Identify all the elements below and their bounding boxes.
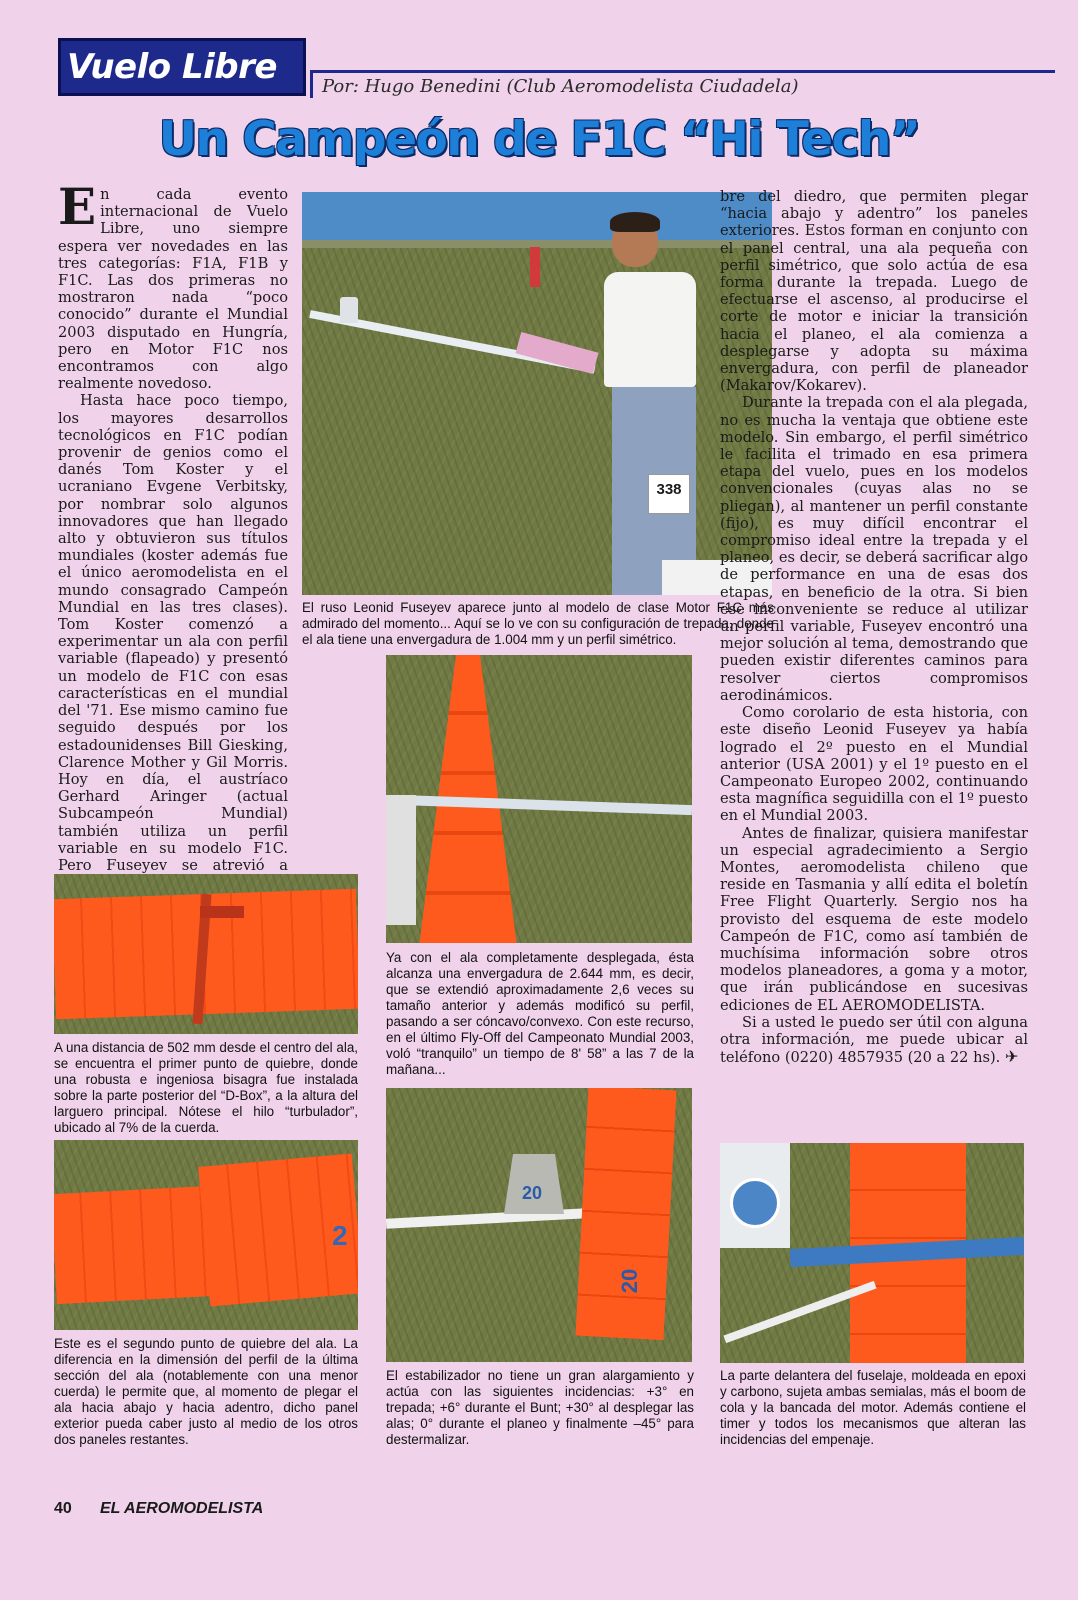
drop-cap: E	[58, 177, 97, 236]
deployed-wing-photo	[386, 655, 692, 943]
caption-stabilizer: El estabilizador no tiene un gran alargamiento y actúa con las siguientes incidencias: +3° en trepada; +6° durante el Bunt; +30° al desplegar las alas; 0° durante el planeo y finalmente –45° para destermalizar.	[386, 1368, 694, 1447]
col3-paragraph-5: Si a usted le puedo ser útil con alguna otra información, me puede ubicar al teléfono (0220) 4857935 (20 a 22 hs). ✈	[720, 1013, 1028, 1067]
byline: Por: Hugo Benedini (Club Aeromodelista Ciudadela)	[322, 76, 799, 97]
caption-hinge-2: Este es el segundo punto de quiebre del ala. La diferencia en la dimensión del perfil de la última sección del ala (notablemente con una menor cuerda) le permite que, al momento de plegar el ala hacia abajo y hacia adentro, dicho panel exterior pueda caber justo al medio de los otros dos paneles restantes.	[54, 1336, 358, 1447]
col3-paragraph-2: Durante la trepada con el ala plegada, no es mucha la ventaja que obtiene este modelo. Sin embargo, el perfil simétrico le facilita el trimado en esa primera etapa del vuelo, pues en los modelos convencionales (cuyas alas no se pliegan), al mantener un perfil constante (fijo), es muy difícil encontrar el compromiso ideal entre la trepada y el planeo, es decir, se deberá sacrificar algo de performance en una de esas dos etapas, en beneficio de la otra. Si bien ese inconveniente se reduce al utilizar un perfil variable, Fuseyev encontró una mejor solución al tema, demostrando que pueden existir diferentes caminos para resolver ciertos compromisos aerodinámicos.	[720, 394, 1028, 704]
caption-hinge-1: A una distancia de 502 mm desde el centro del ala, se encuentra el primer punto de quiebre, donde una robusta e ingeniosa bisagra fue instalada sobre la parte posterior del “D-Box”, a la altura del larguero principal. Nótese el hilo “turbulador”, ubicado al 7% de la cuerda.	[54, 1040, 358, 1135]
fuselage-photo	[720, 1143, 1024, 1363]
stabilizer-number-label: 20	[617, 1268, 643, 1294]
page-number: 40	[54, 1500, 72, 1517]
hinge-photo-1	[54, 874, 358, 1034]
section-tag: Vuelo Libre	[58, 38, 306, 96]
caption-deployed-wing: Ya con el ala completamente desplegada, ésta alcanza una envergadura de 2.644 mm, es decir, que se extendió aproximadamente 2,6 veces su tamaño anterior y además modificó su perfil, pasando a ser cóncavo/convexo. Con este recurso, en el último Fly-Off del Campeonato Mundial 2003, voló “tranquilo” un tiempo de 8' 58” a las 7 de la mañana...	[386, 950, 694, 1077]
tail-number-label: 20	[522, 1183, 543, 1203]
airplane-end-icon: ✈	[1004, 1047, 1019, 1067]
hinge-photo-2: 2	[54, 1140, 358, 1330]
col3-paragraph-4: Antes de finalizar, quisiera manifestar un especial agradecimiento a Sergio Montes, aeromodelista chileno que reside en Tasmania y allí edita el boletín Free Flight Quarterly. Sergio nos ha provisto del esquema de este modelo Campeón de F1C, como así también de muchísima información sobre otros modelos planeadores, a goma y a motor, que irán publicándose en sucesivas ediciones de EL AEROMODELISTA.	[720, 824, 1028, 1014]
header-rule	[310, 70, 1055, 73]
main-photo	[302, 192, 772, 595]
col3-paragraph-3: Como corolario de esta historia, con este diseño Leonid Fuseyev ya había logrado el 2º puesto en el Mundial anterior (USA 2001) y el 1º puesto en el Campeonato Europeo 2002, continuando esta magnífica seguidilla con el 1º puesto en el Mundial 2003.	[720, 704, 1028, 825]
paragraph-1-text: n cada evento internacional de Vuelo Libre, uno siempre espera ver novedades en las tres categorías: F1A, F1B y F1C. Las dos primeras no mostraron nada “poco conocido” durante el Mundial 2003 disputado en Hungría, pero en Motor F1C nos encontramos con algo realmente novedoso.	[58, 186, 288, 393]
header-rule-vertical	[310, 70, 313, 98]
article-column-3	[720, 188, 1028, 1066]
caption-fuselage: La parte delantera del fuselaje, moldeada en epoxi y carbono, sujeta ambas semialas, más el boom de cola y la bancada del motor. Además contiene el timer y todos los mecanismos que alteran las incidencias del empenaje.	[720, 1368, 1026, 1447]
stabilizer-photo	[386, 1088, 692, 1362]
article-title: Un Campeón de F1C “Hi Tech”	[158, 112, 920, 167]
magazine-name: EL AEROMODELISTA	[100, 1500, 264, 1517]
paragraph-1	[58, 177, 288, 393]
col3-paragraph-1: bre del diedro, que permiten plegar “hacia abajo y adentro” los paneles exteriores. Estos forman en conjunto con el panel central, una ala pequeña con perfil simétrico, que solo actúa de esa forma durante la trepada. Luego de efectuarse el ascenso, al producirse el corte de motor e iniciar la transición hacia el planeo, el ala comienza a desplegarse y adopta su máxima envergadura, con perfil de planeador (Makarov/Kokarev).	[720, 188, 1028, 395]
caption-main-photo: El ruso Leonid Fuseyev aparece junto al modelo de clase Motor F1C más admirado del momento... Aquí se lo ve con su configuración de trepada, donde el ala tiene una envergadura de 1.004 mm y un perfil simétrico.	[302, 600, 774, 647]
bib-number: 338	[648, 474, 690, 514]
paragraph-2: Hasta hace poco tiempo, los mayores desarrollos tecnológicos en F1C podían provenir de genios como el danés Tom Koster y el ucraniano Evgene Verbitsky, por nombrar solo algunos innovadores que han llegado alto y obtuvieron sus títulos mundiales (koster además fue el único aeromodelista en el mundo consagrado Campeón Mundial en las tres clases). Tom Koster comenzó a experimentar un ala con perfil variable (flapeado) y presentó un modelo de F1C con esas características en el mundial del '71. Ese mismo camino fue seguido después por los estadounidenses Bill Giesking, Clarence Mother y Gil Morris. Hoy en día, el austríaco Gerhard Aringer (actual Subcampeón Mundial) también utiliza un perfil variable en su modelo F1C. Pero Fuseyev se atrevió a	[58, 392, 288, 874]
